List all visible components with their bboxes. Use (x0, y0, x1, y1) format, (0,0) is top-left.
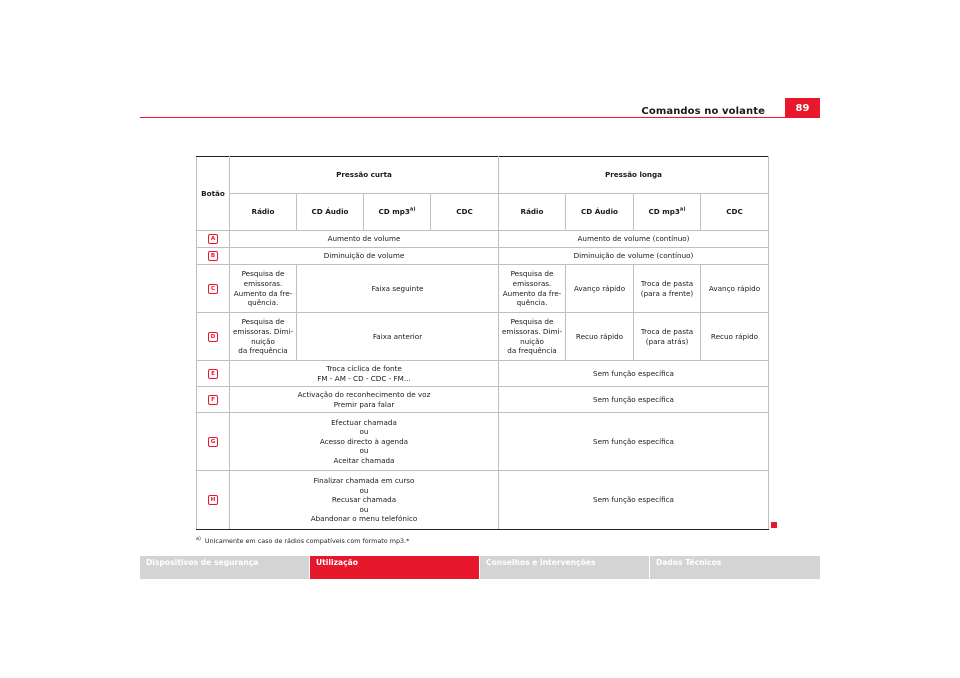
steering-controls-table (196, 156, 769, 530)
footer-tab-safety[interactable]: Dispositivos de segurança (140, 556, 309, 579)
short-press-cell: Efectuar chamada ou Acesso directo à agenda ou Aceitar chamada (230, 413, 499, 471)
footer-nav (140, 556, 820, 579)
button-d-icon: D (197, 313, 230, 361)
short-press-media-cell: Faixa seguinte (297, 265, 499, 313)
button-f-icon: F (197, 387, 230, 413)
long-press-cdc-cell: Avanço rápido (701, 265, 769, 313)
button-h-icon: H (197, 471, 230, 530)
short-press-cell: Diminuição de volume (230, 248, 499, 265)
button-e-icon: E (197, 361, 230, 387)
long-press-cd-mp3-cell: Troca de pasta (para atrás) (634, 313, 701, 361)
sub-header-cd-mp3: CD mp3$^{a)}$ (364, 194, 431, 231)
sub-header-radio: Rádio (230, 194, 297, 231)
table-row (197, 471, 769, 530)
footer-tab-advice[interactable]: Conselhos e intervenções (480, 556, 649, 579)
short-press-cell: Troca cíclica de fonte FM - AM - CD - CDC - FM... (230, 361, 499, 387)
button-c-icon: C (197, 265, 230, 313)
footer-tab-usage[interactable]: Utilização (310, 556, 479, 579)
long-press-cell: Aumento de volume (contínuo) (499, 231, 769, 248)
table-row (197, 265, 769, 313)
short-press-cell: Aumento de volume (230, 231, 499, 248)
header-rule (140, 117, 820, 118)
short-press-media-cell: Faixa anterior (297, 313, 499, 361)
col-header-button: Botão (197, 157, 230, 231)
sub-header-cd-audio-long: CD Áudio (566, 194, 634, 231)
long-press-cdc-cell: Recuo rápido (701, 313, 769, 361)
long-press-radio-cell: Pesquisa de emissoras. Dimi- nuição da frequência (499, 313, 566, 361)
col-header-long-press: Pressão longa (499, 157, 769, 194)
long-press-cd-audio-cell: Recuo rápido (566, 313, 634, 361)
table-row (197, 231, 769, 248)
table-row (197, 248, 769, 265)
short-press-radio-cell: Pesquisa de emissoras. Dimi- nuição da frequência (230, 313, 297, 361)
button-g-icon: G (197, 413, 230, 471)
footer-tab-technical-data[interactable]: Dados Técnicos (650, 556, 820, 579)
short-press-cell: Finalizar chamada em curso ou Recusar chamada ou Abandonar o menu telefónico (230, 471, 499, 530)
sub-header-cdc: CDC (431, 194, 499, 231)
button-b-icon: B (197, 248, 230, 265)
long-press-radio-cell: Pesquisa de emissoras. Aumento da fre- quência. (499, 265, 566, 313)
short-press-cell: Activação do reconhecimento de voz Premir para falar (230, 387, 499, 413)
long-press-cell: Sem função específica (499, 387, 769, 413)
sub-header-cd-audio: CD Áudio (297, 194, 364, 231)
page-header-title: Comandos no volante (641, 106, 765, 117)
long-press-cell: Sem função específica (499, 471, 769, 530)
table-row (197, 313, 769, 361)
table-row (197, 361, 769, 387)
sub-header-radio-long: Rádio (499, 194, 566, 231)
footnote-mark: a) (196, 537, 201, 542)
page-number: 89 (785, 98, 820, 118)
sub-header-cdc-long: CDC (701, 194, 769, 231)
long-press-cell: Sem função específica (499, 361, 769, 387)
long-press-cd-audio-cell: Avanço rápido (566, 265, 634, 313)
table-row (197, 387, 769, 413)
footnote (196, 537, 409, 545)
button-a-icon: A (197, 231, 230, 248)
table-row (197, 413, 769, 471)
long-press-cd-mp3-cell: Troca de pasta (para a frente) (634, 265, 701, 313)
long-press-cell: Diminuição de volume (contínuo) (499, 248, 769, 265)
col-header-short-press: Pressão curta (230, 157, 499, 194)
long-press-cell: Sem função específica (499, 413, 769, 471)
short-press-radio-cell: Pesquisa de emissoras. Aumento da fre- quência. (230, 265, 297, 313)
section-end-mark (771, 522, 777, 528)
sub-header-cd-mp3-long: CD mp3$^{a)}$ (634, 194, 701, 231)
footnote-text: Unicamente em caso de rádios compatíveis com formato mp3.* (204, 537, 410, 546)
